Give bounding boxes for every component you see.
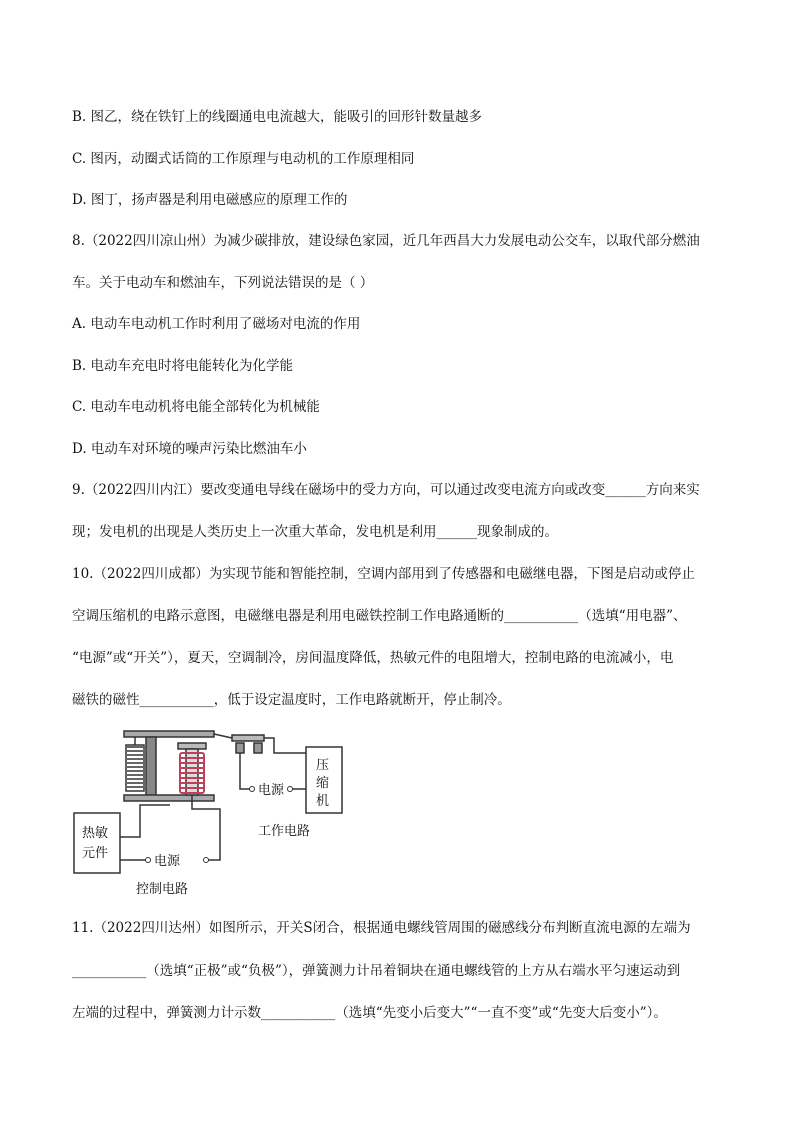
question-11-stem-3: 左端的过程中，弹簧测力计示数___________（选填“先变小后变大”“一直不变”或“先变大后变小”）。	[72, 1005, 667, 1021]
question-10-stem: 10.（2022四川成都）为实现节能和智能控制，空调内部用到了传感器和电磁继电器，下图是启动或停止	[72, 566, 695, 582]
thermistor-label-2: 元件	[82, 846, 109, 861]
option-d-q7: D. 图丁，扬声器是利用电磁感应的原理工作的	[72, 192, 348, 208]
question-11-stem: 11.（2022四川达州）如图所示，开关S闭合，根据通电螺线管周围的磁感线分布判断直流电源的左端为	[72, 920, 691, 936]
question-10-stem-2: 空调压缩机的电路示意图，电磁继电器是利用电磁铁控制工作电路通断的___________（选填“用电器”、	[72, 608, 687, 624]
control-circuit-label: 控制电路	[136, 882, 189, 897]
option-d-q8: D. 电动车对环境的噪声污染比燃油车小	[72, 441, 307, 457]
thermistor-label-1: 热敏	[82, 826, 109, 841]
work-circuit-label: 工作电路	[258, 824, 311, 839]
control-power-label: 电源	[154, 854, 181, 869]
option-c-q8: C. 电动车电动机将电能全部转化为机械能	[72, 399, 320, 415]
compressor-label-2: 缩	[316, 776, 330, 791]
compressor-label-1: 压	[316, 758, 330, 773]
question-11-stem-2: ___________（选填“正极”或“负极”），弹簧测力计吊着铜块在通电螺线管的上方从右端水平匀速运动到	[72, 963, 681, 979]
question-9-stem: 9.（2022四川内江）要改变通电导线在磁场中的受力方向，可以通过改变电流方向或改变______方向来实	[72, 482, 700, 498]
option-b-q7: B. 图乙，绕在铁钉上的线圈通电电流越大，能吸引的回形针数量越多	[72, 109, 483, 125]
relay-circuit-diagram	[60, 725, 360, 905]
relay-base	[124, 795, 214, 801]
work-power-label: 电源	[258, 783, 285, 798]
spring-icon	[126, 735, 144, 791]
contact-bar	[232, 735, 264, 741]
question-8-stem: 8.（2022四川凉山州）为减少碳排放，建设绿色家园，近几年西昌大力发展电动公交车，以取代部分燃油	[72, 233, 700, 249]
option-b-q8: B. 电动车充电时将电能转化为化学能	[72, 358, 294, 374]
question-10-stem-4: 磁铁的磁性___________，低于设定温度时，工作电路就断开，停止制冷。	[72, 692, 511, 708]
relay-armature	[124, 731, 214, 737]
option-c-q7: C. 图丙，动圈式话筒的工作原理与电动机的工作原理相同	[72, 151, 415, 167]
thermistor-box	[74, 813, 120, 873]
electromagnet-coil	[180, 753, 204, 793]
question-9-stem-cont: 现；发电机的出现是人类历史上一次重大革命，发电机是利用______现象制成的。	[72, 524, 558, 540]
relay-pivot	[146, 737, 156, 799]
question-10-stem-3: “电源”或“开关”），夏天，空调制冷，房间温度降低，热敏元件的电阻增大，控制电路的电流减小，电	[72, 650, 674, 666]
question-8-stem-cont: 车。关于电动车和燃油车，下列说法错误的是（ ）	[72, 275, 374, 291]
option-a-q8: A. 电动车电动机工作时利用了磁场对电流的作用	[72, 316, 361, 332]
compressor-label-3: 机	[316, 794, 330, 809]
